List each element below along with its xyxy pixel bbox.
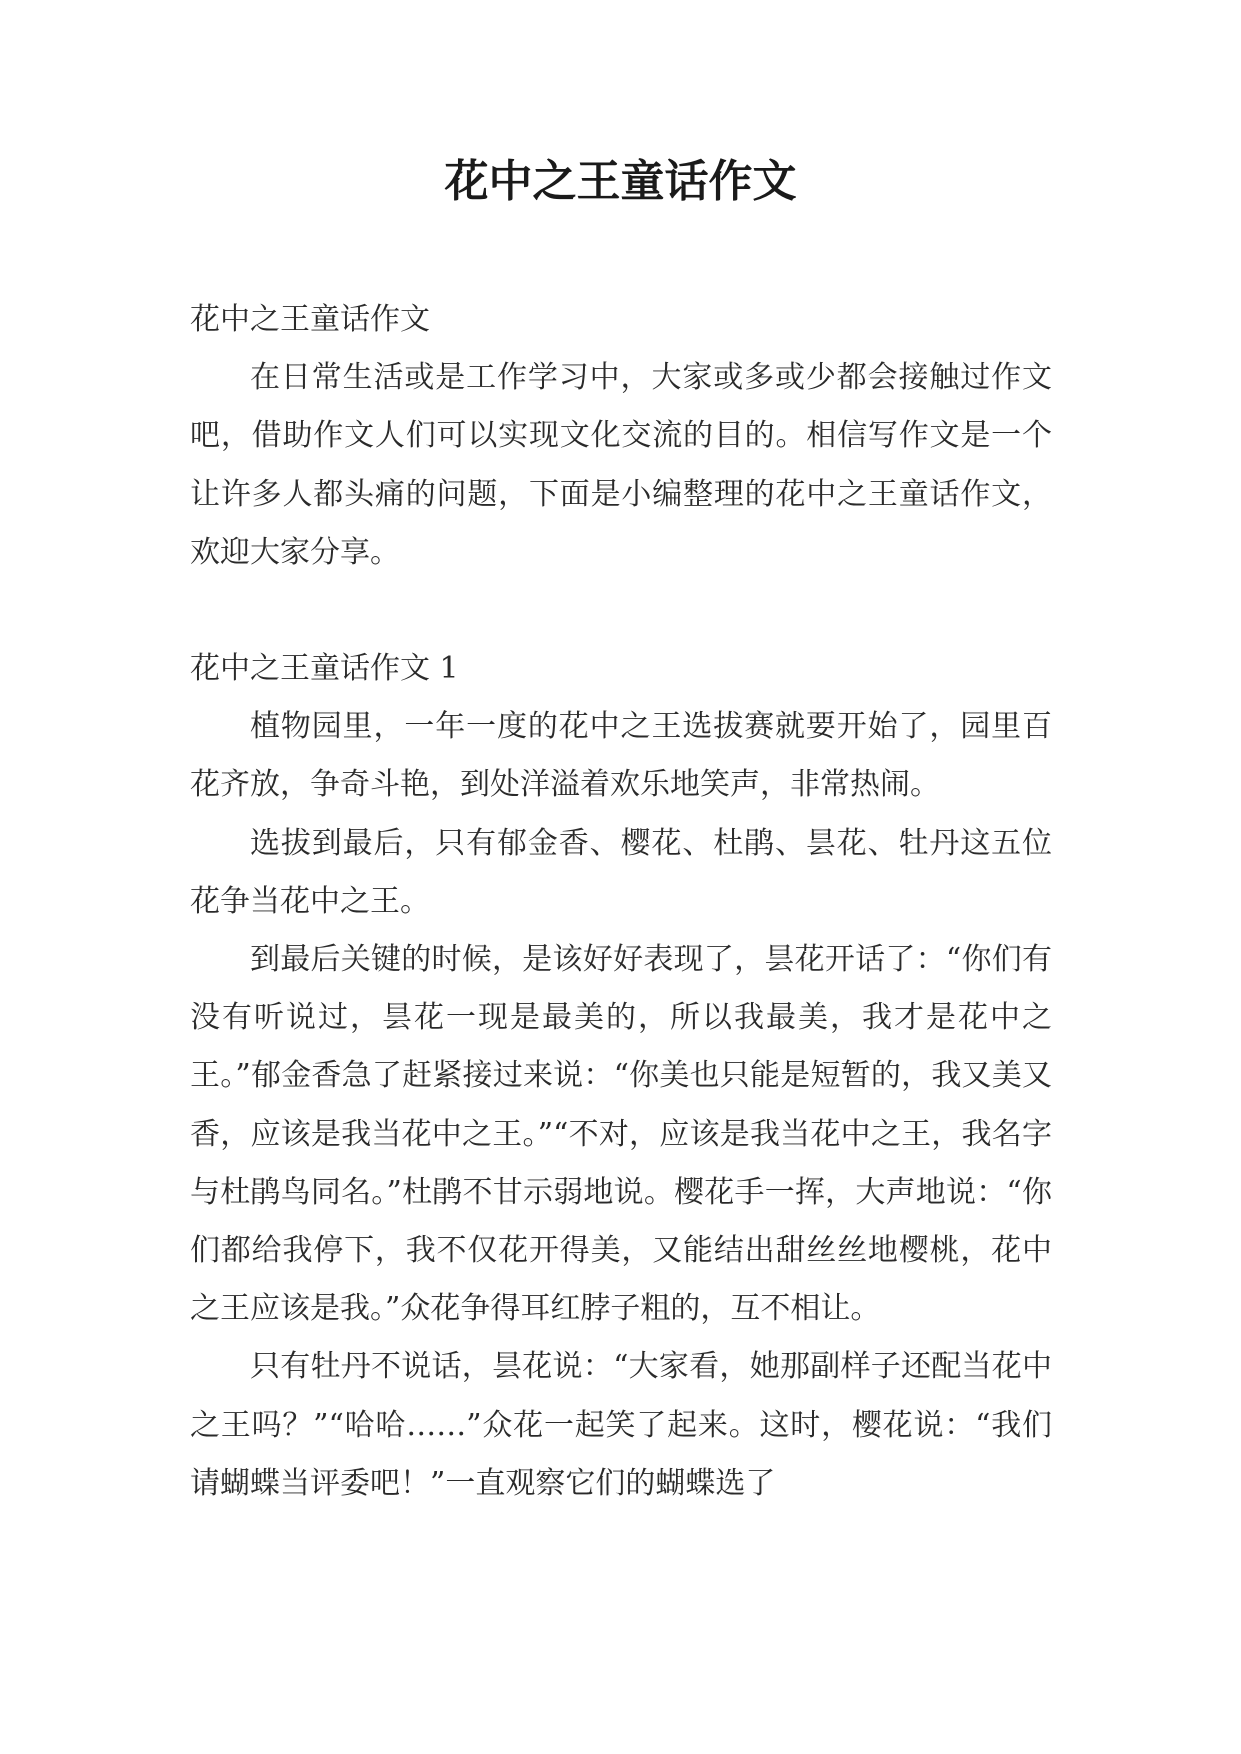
section-gap (190, 582, 1052, 640)
section1-heading: 花中之王童话作文 1 (190, 651, 459, 687)
section1-paragraph-3: 到最后关键的时候，是该好好表现了，昙花开话了：“你们有没有听说过，昙花一现是最美的，所以我最美，我才是花中之王。”郁金香急了赶紧接过来说：“你美也只能是短暂的，我又美又香，应该是我当花中之王。”“不对，应该是我当花中之王，我名字与杜鹃鸟同名。”杜鹃不甘示弱地说。樱花手一挥，大声地说：“你们都给我停下，我不仅花开得美，又能结出甜丝丝地樱桃，花中之王应该是我。”众花争得耳红脖子粗的，互不相让。 (190, 942, 1052, 1327)
section1-paragraph-1: 植物园里，一年一度的花中之王选拔赛就要开始了，园里百花齐放，争奇斗艳，到处洋溢着欢乐地笑声，非常热闹。 (190, 709, 1052, 803)
section1-paragraph-2: 选拔到最后，只有郁金香、樱花、杜鹃、昙花、牡丹这五位花争当花中之王。 (190, 825, 1052, 919)
intro-paragraph: 在日常生活或是工作学习中，大家或多或少都会接触过作文吧，借助作文人们可以实现文化交流的目的。相信写作文是一个让许多人都头痛的问题，下面是小编整理的花中之王童话作文，欢迎大家分享。 (190, 360, 1052, 570)
intro-heading: 花中之王童话作文 (190, 302, 430, 337)
document-title: 花中之王童话作文 (444, 156, 797, 207)
section1-paragraph-4: 只有牡丹不说话，昙花说：“大家看，她那副样子还配当花中之王吗？”“哈哈……”众花一起笑了起来。这时，樱花说：“我们请蝴蝶当评委吧！”一直观察它们的蝴蝶选了 (190, 1349, 1052, 1501)
document-body (190, 291, 1052, 1513)
